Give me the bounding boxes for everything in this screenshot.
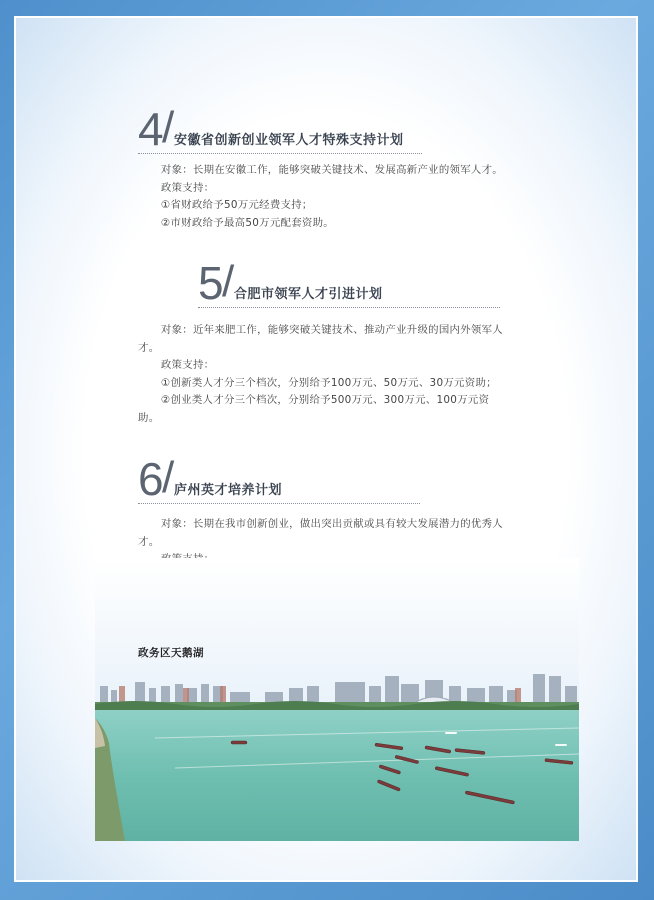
policy-label: 政策支持： <box>160 359 215 371</box>
dotted-rule <box>198 307 500 308</box>
target-paragraph: 对象：长期在我市创新创业，做出突出贡献或具有较大发展潜力的优秀人才。 <box>138 518 503 548</box>
section-body <box>138 322 506 427</box>
dotted-rule <box>138 503 420 504</box>
policy-item: ②创业类人才分三个档次，分别给予500万元、300万元、100万元资助。 <box>138 394 490 424</box>
slash-mark: / <box>162 453 175 502</box>
policy-item: ①创新类人才分三个档次，分别给予100万元、50万元、30万元资助； <box>160 376 497 389</box>
photo-caption: 政务区天鹅湖 <box>138 647 204 659</box>
section-body <box>138 162 506 232</box>
section-number: 5 <box>198 257 224 309</box>
lake-photo <box>95 558 579 841</box>
section-title: 庐州英才培养计划 <box>174 483 283 498</box>
section-4 <box>138 104 510 232</box>
section-heading <box>138 454 510 504</box>
slash-mark: / <box>222 257 235 306</box>
policy-label: 政策支持： <box>160 181 215 194</box>
policy-item: ②市财政给予最高50万元配套资助。 <box>160 216 334 229</box>
target-paragraph: 对象：近年来肥工作，能够突破关键技术、推动产业升级的国内外领军人才。 <box>138 324 503 354</box>
section-number: 4 <box>138 103 164 155</box>
section-heading <box>138 104 510 154</box>
section-heading <box>198 258 510 308</box>
slash-mark: / <box>162 103 175 152</box>
dotted-rule <box>138 153 422 154</box>
section-title: 安徽省创新创业领军人才特殊支持计划 <box>174 133 404 148</box>
section-5 <box>138 258 510 427</box>
section-number: 6 <box>138 453 164 505</box>
target-paragraph: 对象：长期在安徽工作，能够突破关键技术、发展高新产业的领军人才。 <box>160 164 503 176</box>
section-title: 合肥市领军人才引进计划 <box>234 287 383 302</box>
policy-item: ①省财政给予50万元经费支持； <box>160 199 313 211</box>
